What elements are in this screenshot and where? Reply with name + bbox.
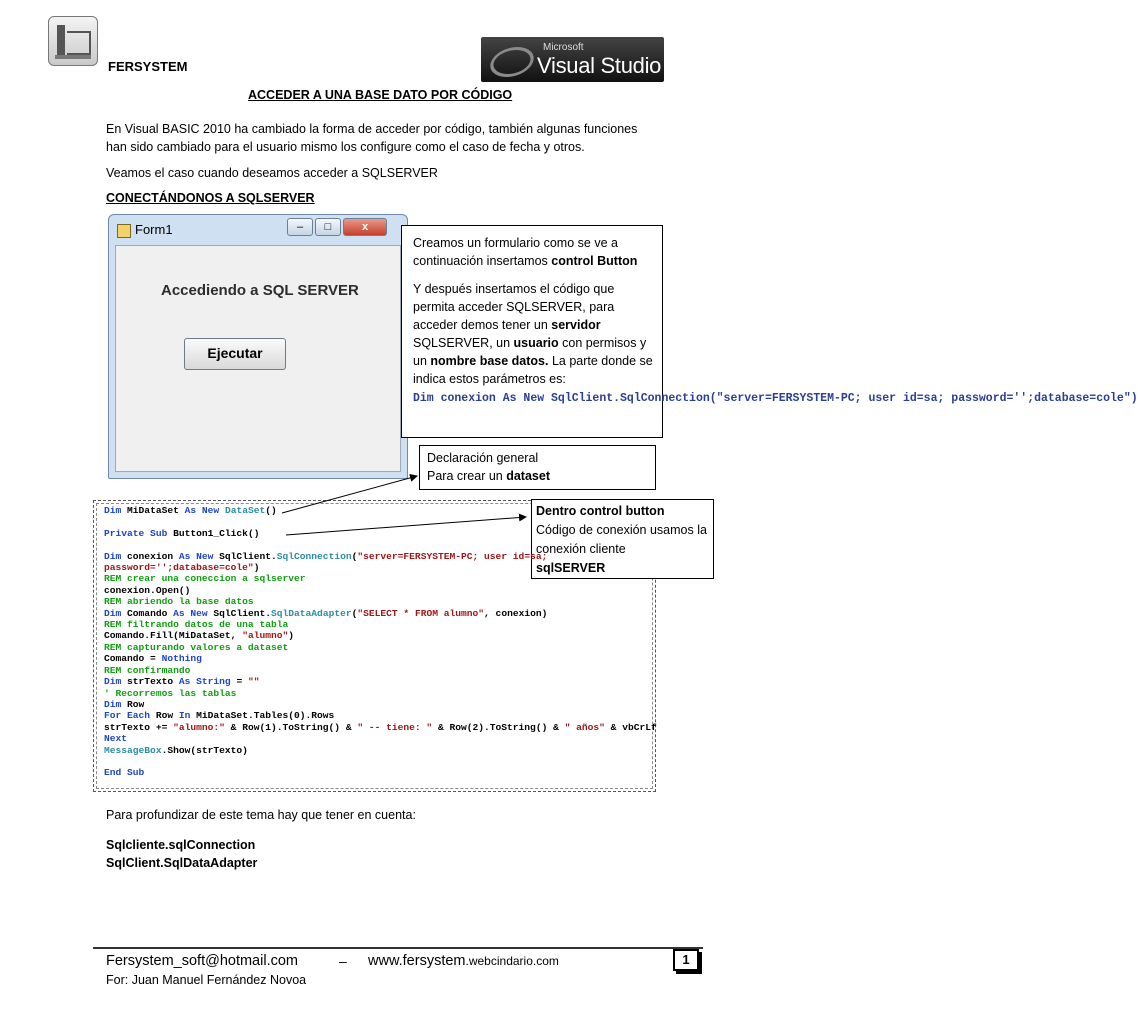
form-window bbox=[108, 214, 408, 479]
connection-code-snippet: Dim conexion As New SqlClient.SqlConnection("server=FERSYSTEM-PC; user id=sa; password='';database=cole") bbox=[413, 392, 1138, 405]
form-icon bbox=[117, 224, 131, 238]
button-box-line-3: sqlSERVER bbox=[536, 561, 606, 575]
visual-studio-logo bbox=[481, 37, 664, 82]
code-line: For Each Row In MiDataSet.Tables(0).Rows bbox=[104, 710, 335, 722]
outro-paragraph: Para profundizar de este tema hay que tener en cuenta: bbox=[106, 808, 416, 822]
code-line: strTexto += "alumno:" & Row(1).ToString() & " -- tiene: " & Row(2).ToString() & " años" & vbCrLf bbox=[104, 721, 657, 733]
footer-author: For: Juan Manuel Fernández Novoa bbox=[106, 973, 307, 987]
intro-paragraph: En Visual BASIC 2010 ha cambiado la forma de acceder por código, también algunas funciones han sido cambiado para el usuario mismo los configure como el caso de fecha y otros. bbox=[106, 122, 638, 154]
declaration-line-1: Declaración general bbox=[427, 451, 539, 465]
minimize-button[interactable]: – bbox=[287, 218, 313, 236]
explanation-box bbox=[401, 225, 1138, 438]
code-line: REM confirmando bbox=[104, 664, 191, 676]
code-line: conexion.Open() bbox=[104, 584, 191, 596]
code-line: ' Recorremos las tablas bbox=[104, 687, 237, 699]
code-line: MessageBox.Show(strTexto) bbox=[104, 744, 248, 756]
form-heading-label: Accediendo a SQL SERVER bbox=[161, 282, 359, 299]
brand-name: FERSYSTEM bbox=[108, 59, 188, 74]
section-heading: CONECTÁNDONOS A SQLSERVER bbox=[106, 191, 315, 205]
maximize-button[interactable]: □ bbox=[315, 218, 341, 236]
fersystem-logo bbox=[48, 16, 98, 66]
code-line: Dim Row bbox=[104, 698, 145, 710]
topic-sqldataadapter: SqlClient.SqlDataAdapter bbox=[106, 856, 258, 870]
declaration-box bbox=[419, 445, 656, 490]
code-line: Next bbox=[104, 733, 128, 745]
execute-button[interactable]: Ejecutar bbox=[184, 338, 286, 370]
button-box-line-2: Código de conexión usamos la conexión cliente bbox=[536, 523, 707, 556]
title-bar bbox=[109, 215, 407, 243]
code-line: REM capturando valores a dataset bbox=[104, 641, 289, 653]
window-title: Form1 bbox=[135, 222, 173, 237]
footer-dash: – bbox=[339, 953, 347, 969]
code-line: Comando.Fill(MiDataSet, "alumno") bbox=[104, 630, 295, 642]
footer-website: www.fersystem.webcindario.com bbox=[368, 953, 559, 969]
footer-email: Fersystem_soft@hotmail.com bbox=[106, 953, 298, 969]
code-line: Dim MiDataSet As New DataSet() bbox=[104, 505, 277, 516]
code-line: REM abriendo la base datos bbox=[104, 596, 254, 608]
code-line: REM crear una coneccion a sqlserver bbox=[104, 573, 306, 585]
infinity-icon bbox=[486, 47, 539, 77]
code-line: Comando = Nothing bbox=[104, 653, 202, 665]
code-line: Dim strTexto As String = "" bbox=[104, 676, 260, 688]
code-line: End Sub bbox=[104, 767, 145, 779]
code-line: REM filtrando datos de una tabla bbox=[104, 619, 289, 631]
topic-sqlconnection: Sqlcliente.sqlConnection bbox=[106, 838, 256, 852]
vs-logo-text: Visual Studio bbox=[537, 53, 662, 78]
code-line: Dim conexion As New SqlClient.SqlConnection("server=FERSYSTEM-PC; user id=sa; bbox=[104, 550, 548, 562]
code-line: Dim Comando As New SqlClient.SqlDataAdapter("SELECT * FROM alumno", conexion) bbox=[104, 607, 548, 619]
vs-logo-microsoft: Microsoft bbox=[543, 42, 584, 53]
explanation-line-1: Creamos un formulario como se ve a continuación insertamos control Button bbox=[413, 236, 638, 268]
page-number: 1 bbox=[673, 949, 699, 971]
code-line: Private Sub Button1_Click() bbox=[104, 527, 260, 539]
explanation-line-2: Y después insertamos el código que permita acceder SQLSERVER, para acceder demos tener un servidor SQLSERVER, un usuario con permisos y un nombre base datos. La parte donde se indica estos parámetros es: Dim conexion As New SqlClient.SqlConnection("server=FERSYSTEM-PC; user id=sa; password='';database=cole") bbox=[413, 282, 1138, 405]
declaration-line-2: Para crear un dataset bbox=[427, 469, 550, 483]
code-listing bbox=[104, 505, 657, 779]
intro-paragraph-2: Veamos el caso cuando deseamos acceder a SQLSERVER bbox=[106, 166, 438, 180]
button-box-line-1: Dentro control button bbox=[536, 504, 665, 518]
code-line: password='';database=cole") bbox=[104, 562, 260, 574]
form-client-area bbox=[115, 245, 401, 472]
close-button[interactable]: x bbox=[343, 218, 387, 236]
footer-divider bbox=[93, 947, 703, 949]
page-title: ACCEDER A UNA BASE DATO POR CÓDIGO bbox=[248, 88, 513, 102]
